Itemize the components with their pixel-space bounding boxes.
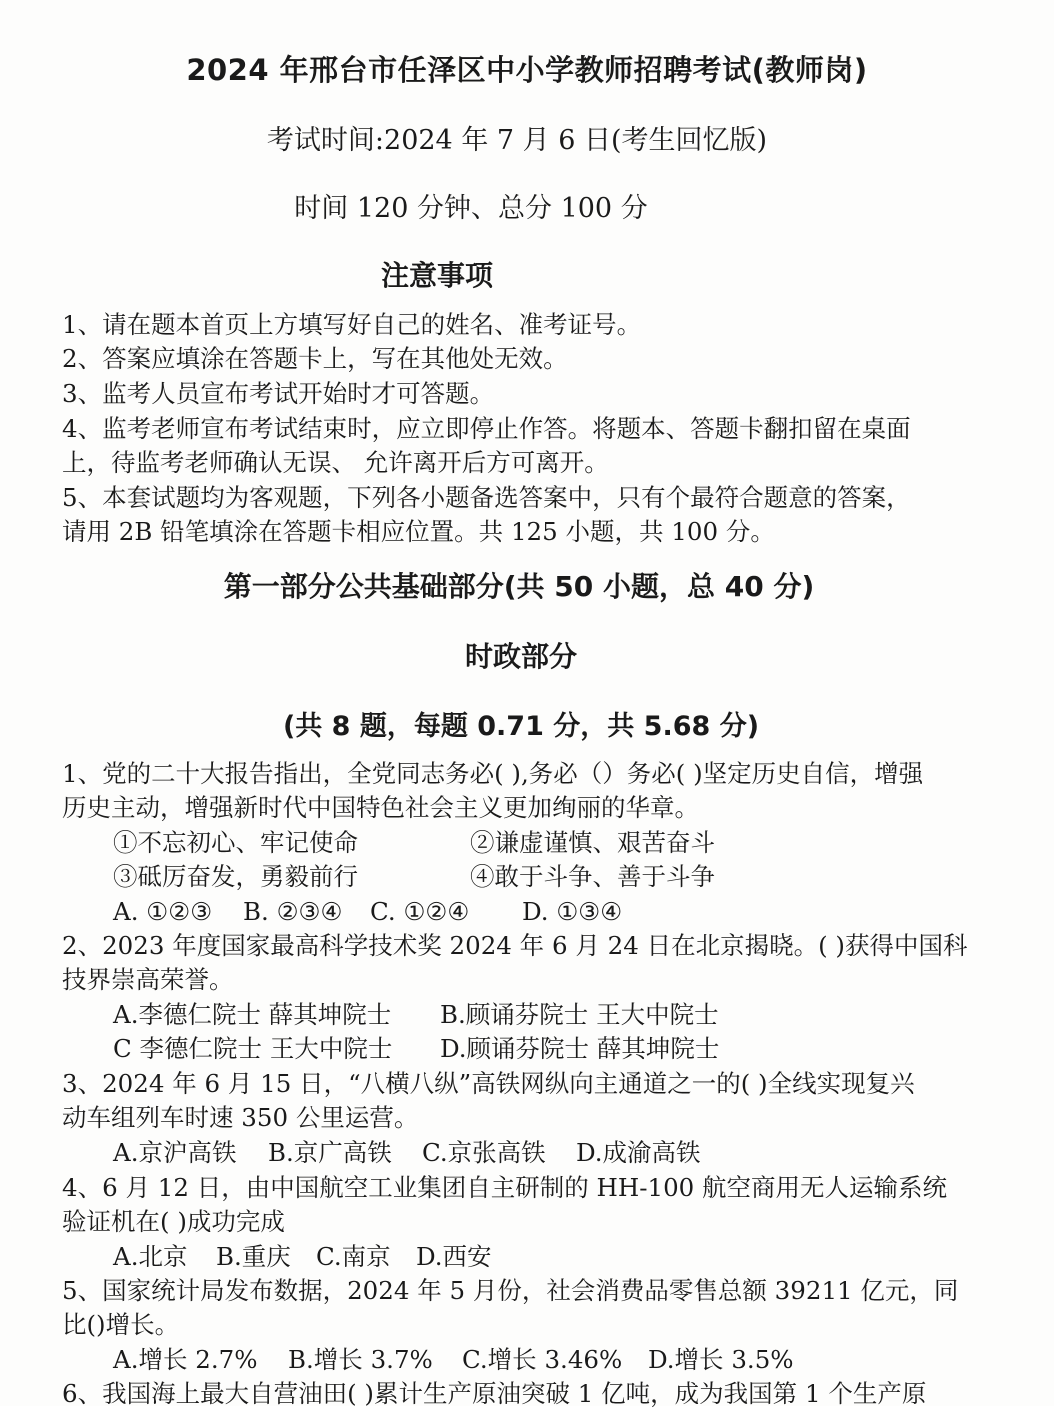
q4-option-a: A.北京: [113, 1242, 188, 1271]
notice-heading: 注意事项: [380, 259, 493, 292]
q4-option-d: D.西安: [416, 1242, 492, 1271]
question-5-line-1: 5、国家统计局发布数据，2024 年 5 月份，社会消费品零售总额 39211 亿元，同: [62, 1276, 959, 1305]
q1-item-1: ①不忘初心、牢记使命: [113, 828, 358, 857]
question-1-line-1: 1、党的二十大报告指出，全党同志务必( ),务必（）务必( )坚定历史自信，增强: [62, 759, 924, 788]
q1-option-d: D. ①③④: [522, 897, 623, 926]
exam-date: 考试时间:2024 年 7 月 6 日(考生回忆版): [266, 125, 768, 156]
q3-option-d: D.成渝高铁: [576, 1138, 701, 1167]
q1-item-2: ②谦虚谨慎、艰苦奋斗: [470, 828, 715, 857]
question-1-line-2: 历史主动，增强新时代中国特色社会主义更加绚丽的华章。: [62, 793, 699, 822]
question-5-line-2: 比()增长。: [62, 1310, 180, 1339]
section-heading: 时政部分: [464, 640, 577, 673]
question-6-line-1: 6、我国海上最大自营油田( )累计生产原油突破 1 亿吨，成为我国第 1 个生产原: [62, 1379, 927, 1408]
question-2-line-2: 技界崇高荣誉。: [62, 965, 234, 994]
section-scoring: (共 8 题，每题 0.71 分，共 5.68 分): [282, 711, 760, 742]
part-one-heading: 第一部分公共基础部分(共 50 小题，总 40 分): [223, 570, 815, 603]
q5-option-b: B.增长 3.7%: [288, 1345, 433, 1374]
exam-title: 2024 年邢台市任泽区中小学教师招聘考试(教师岗): [186, 53, 868, 87]
notice-item: 3、监考人员宣布考试开始时才可答题。: [62, 379, 495, 408]
notice-item: 上，待监考老师确认无误、 允许离开后方可离开。: [62, 448, 609, 477]
notice-item: 1、请在题本首页上方填写好自己的姓名、准考证号。: [62, 310, 642, 339]
q5-option-a: A.增长 2.7%: [113, 1345, 258, 1374]
q1-option-a: A. ①②③: [113, 897, 213, 926]
question-2-line-1: 2、2023 年度国家最高科学技术奖 2024 年 6 月 24 日在北京揭晓。( )获得中国科: [62, 931, 968, 960]
question-4-line-2: 验证机在( )成功完成: [62, 1207, 285, 1236]
question-4-line-1: 4、6 月 12 日，由中国航空工业集团自主研制的 HH-100 航空商用无人运输系统: [62, 1173, 948, 1202]
q2-option-b: B.顾诵芬院士 王大中院士: [440, 1000, 719, 1029]
q3-option-c: C.京张高铁: [422, 1138, 546, 1167]
q5-option-d: D.增长 3.5%: [648, 1345, 794, 1374]
q1-item-3: ③砥厉奋发，勇毅前行: [113, 862, 358, 891]
notice-item: 4、监考老师宣布考试结束时，应立即停止作答。将题本、答题卡翻扣留在桌面: [62, 414, 911, 443]
q2-option-a: A.李德仁院士 薛其坤院士: [113, 1000, 392, 1029]
q2-option-d: D.顾诵芬院士 薛其坤院士: [440, 1034, 720, 1063]
exam-duration: 时间 120 分钟、总分 100 分: [294, 193, 648, 224]
q4-option-b: B.重庆: [216, 1242, 291, 1271]
q3-option-b: B.京广高铁: [268, 1138, 392, 1167]
q1-option-b: B. ②③④: [243, 897, 343, 926]
question-3-line-2: 动车组列车时速 350 公里运营。: [62, 1103, 419, 1132]
notice-item: 2、答案应填涂在答题卡上，写在其他处无效。: [62, 344, 568, 373]
question-3-line-1: 3、2024 年 6 月 15 日，“八横八纵”高铁网纵向主通道之一的( )全线实现复兴: [62, 1069, 915, 1098]
q2-option-c: C 李德仁院士 王大中院士: [113, 1034, 393, 1063]
q3-option-a: A.京沪高铁: [113, 1138, 237, 1167]
q5-option-c: C.增长 3.46%: [462, 1345, 623, 1374]
notice-item: 5、本套试题均为客观题，下列各小题备选答案中，只有个最符合题意的答案，: [62, 483, 911, 512]
q1-item-4: ④敢于斗争、善于斗争: [470, 862, 715, 891]
q1-option-c: C. ①②④: [370, 897, 470, 926]
q4-option-c: C.南京: [316, 1242, 391, 1271]
notice-item: 请用 2B 铅笔填涂在答题卡相应位置。共 125 小题，共 100 分。: [62, 517, 775, 546]
